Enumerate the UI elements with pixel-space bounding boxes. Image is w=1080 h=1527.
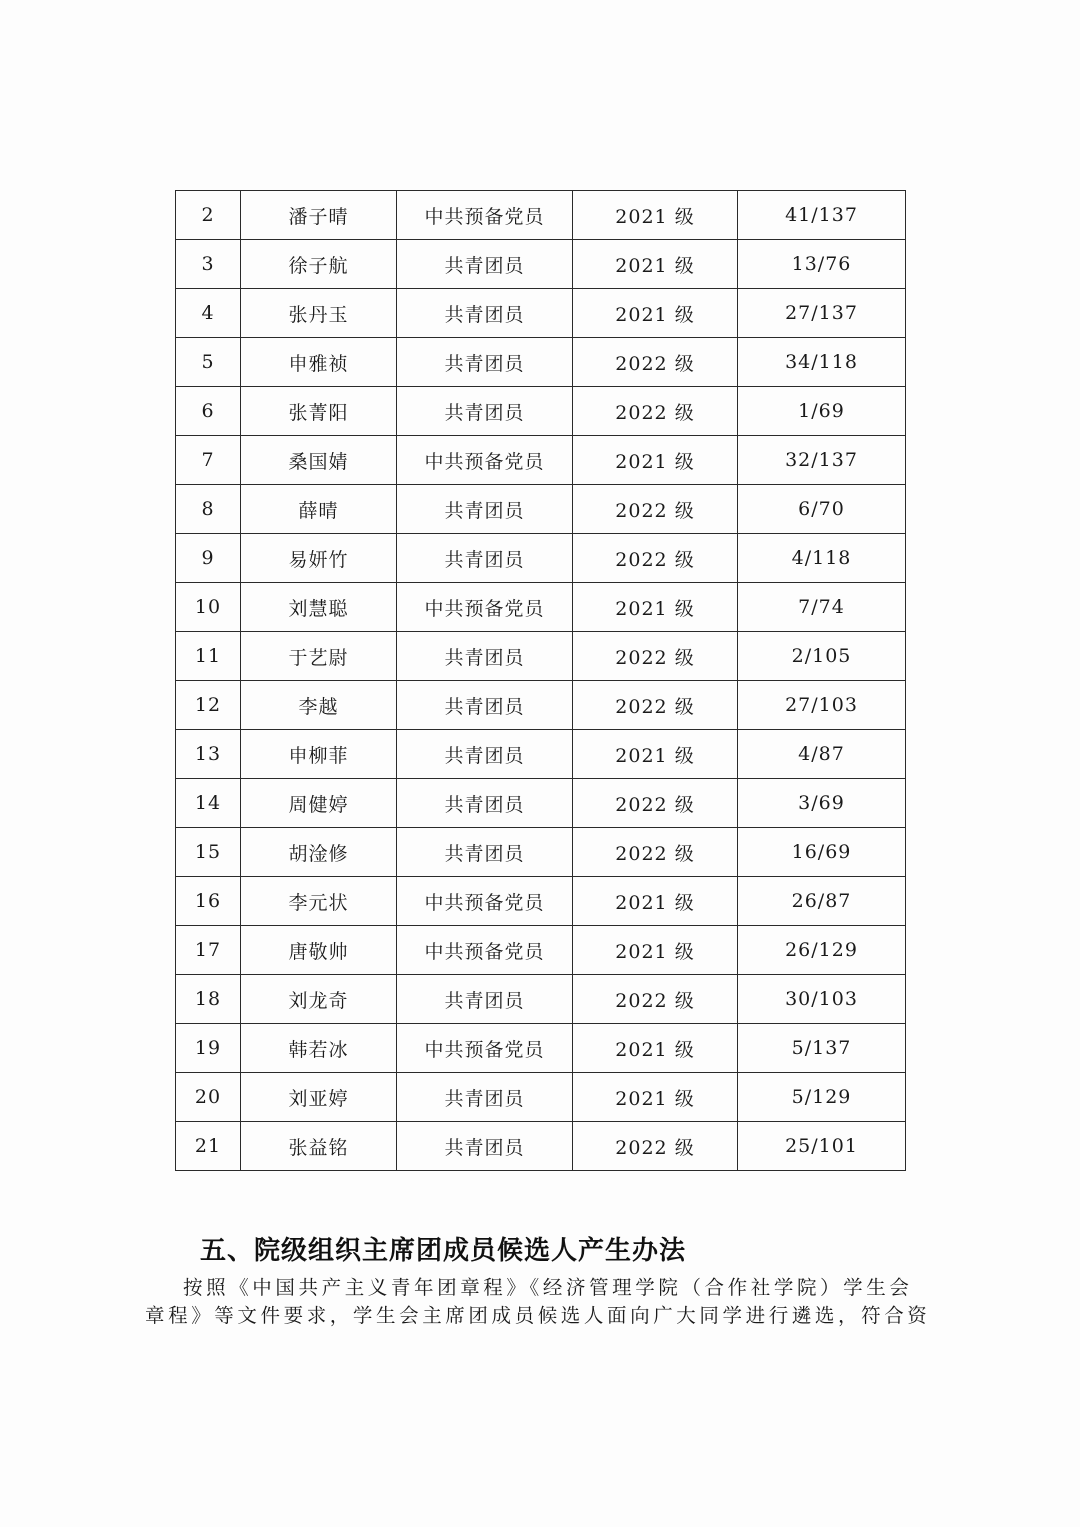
table-row <box>176 632 906 681</box>
cell-rank: 2/105 <box>738 632 906 681</box>
cell-political-status: 共青团员 <box>397 779 573 828</box>
cell-political-status: 中共预备党员 <box>397 583 573 632</box>
cell-number: 6 <box>176 387 241 436</box>
cell-rank: 6/70 <box>738 485 906 534</box>
cell-number: 18 <box>176 975 241 1024</box>
cell-name: 韩若冰 <box>241 1024 397 1073</box>
cell-number: 7 <box>176 436 241 485</box>
cell-grade: 2021 级 <box>573 730 738 779</box>
cell-number: 12 <box>176 681 241 730</box>
cell-rank: 30/103 <box>738 975 906 1024</box>
cell-number: 8 <box>176 485 241 534</box>
cell-name: 唐敬帅 <box>241 926 397 975</box>
cell-grade: 2021 级 <box>573 1073 738 1122</box>
cell-grade: 2021 级 <box>573 240 738 289</box>
cell-political-status: 共青团员 <box>397 632 573 681</box>
table-row <box>176 779 906 828</box>
cell-rank: 1/69 <box>738 387 906 436</box>
cell-grade: 2022 级 <box>573 485 738 534</box>
cell-grade: 2022 级 <box>573 338 738 387</box>
cell-rank: 13/76 <box>738 240 906 289</box>
cell-grade: 2021 级 <box>573 583 738 632</box>
cell-political-status: 共青团员 <box>397 534 573 583</box>
cell-grade: 2022 级 <box>573 387 738 436</box>
cell-rank: 5/129 <box>738 1073 906 1122</box>
cell-political-status: 中共预备党员 <box>397 1024 573 1073</box>
cell-political-status: 共青团员 <box>397 338 573 387</box>
cell-grade: 2022 级 <box>573 828 738 877</box>
cell-grade: 2021 级 <box>573 289 738 338</box>
cell-number: 11 <box>176 632 241 681</box>
cell-number: 21 <box>176 1122 241 1171</box>
cell-grade: 2021 级 <box>573 877 738 926</box>
cell-name: 刘龙奇 <box>241 975 397 1024</box>
table-row <box>176 387 906 436</box>
table-row <box>176 485 906 534</box>
cell-name: 桑国婧 <box>241 436 397 485</box>
cell-political-status: 共青团员 <box>397 387 573 436</box>
cell-political-status: 共青团员 <box>397 485 573 534</box>
table-row <box>176 583 906 632</box>
cell-political-status: 中共预备党员 <box>397 926 573 975</box>
cell-name: 刘亚婷 <box>241 1073 397 1122</box>
table-row <box>176 681 906 730</box>
cell-rank: 3/69 <box>738 779 906 828</box>
cell-number: 5 <box>176 338 241 387</box>
table-row <box>176 975 906 1024</box>
cell-number: 13 <box>176 730 241 779</box>
table-row <box>176 534 906 583</box>
cell-grade: 2022 级 <box>573 1122 738 1171</box>
cell-political-status: 中共预备党员 <box>397 877 573 926</box>
cell-name: 李元状 <box>241 877 397 926</box>
cell-political-status: 共青团员 <box>397 681 573 730</box>
cell-political-status: 共青团员 <box>397 1073 573 1122</box>
cell-number: 20 <box>176 1073 241 1122</box>
cell-rank: 41/137 <box>738 191 906 240</box>
table-row <box>176 191 906 240</box>
cell-grade: 2022 级 <box>573 534 738 583</box>
table-row <box>176 828 906 877</box>
cell-political-status: 共青团员 <box>397 1122 573 1171</box>
cell-grade: 2021 级 <box>573 191 738 240</box>
cell-rank: 34/118 <box>738 338 906 387</box>
cell-number: 2 <box>176 191 241 240</box>
cell-political-status: 中共预备党员 <box>397 191 573 240</box>
table-row <box>176 877 906 926</box>
cell-grade: 2021 级 <box>573 1024 738 1073</box>
cell-rank: 27/103 <box>738 681 906 730</box>
cell-grade: 2022 级 <box>573 681 738 730</box>
cell-name: 张益铭 <box>241 1122 397 1171</box>
cell-rank: 4/87 <box>738 730 906 779</box>
cell-number: 4 <box>176 289 241 338</box>
table-row <box>176 240 906 289</box>
cell-political-status: 共青团员 <box>397 240 573 289</box>
cell-number: 19 <box>176 1024 241 1073</box>
cell-political-status: 中共预备党员 <box>397 436 573 485</box>
table-row <box>176 436 906 485</box>
cell-number: 16 <box>176 877 241 926</box>
cell-number: 9 <box>176 534 241 583</box>
cell-grade: 2022 级 <box>573 975 738 1024</box>
cell-number: 10 <box>176 583 241 632</box>
cell-number: 15 <box>176 828 241 877</box>
cell-political-status: 共青团员 <box>397 289 573 338</box>
section-heading: 五、院级组织主席团成员候选人产生办法 <box>200 1236 687 1266</box>
cell-name: 申雅祯 <box>241 338 397 387</box>
cell-name: 易妍竹 <box>241 534 397 583</box>
cell-political-status: 共青团员 <box>397 730 573 779</box>
table-row <box>176 926 906 975</box>
table-row <box>176 289 906 338</box>
cell-number: 14 <box>176 779 241 828</box>
cell-rank: 26/129 <box>738 926 906 975</box>
cell-political-status: 共青团员 <box>397 828 573 877</box>
cell-grade: 2021 级 <box>573 436 738 485</box>
cell-name: 李越 <box>241 681 397 730</box>
cell-name: 徐子航 <box>241 240 397 289</box>
cell-rank: 27/137 <box>738 289 906 338</box>
table-row <box>176 1024 906 1073</box>
cell-name: 薛晴 <box>241 485 397 534</box>
cell-name: 刘慧聪 <box>241 583 397 632</box>
cell-rank: 16/69 <box>738 828 906 877</box>
cell-political-status: 共青团员 <box>397 975 573 1024</box>
cell-rank: 5/137 <box>738 1024 906 1073</box>
candidate-table-body <box>176 191 906 1171</box>
cell-name: 周健婷 <box>241 779 397 828</box>
cell-grade: 2022 级 <box>573 632 738 681</box>
table-row <box>176 730 906 779</box>
cell-name: 张丹玉 <box>241 289 397 338</box>
cell-name: 于艺尉 <box>241 632 397 681</box>
table-row <box>176 1122 906 1171</box>
cell-number: 3 <box>176 240 241 289</box>
paragraph-line: 按照《中国共产主义青年团章程》《经济管理学院（合作社学院）学生会 <box>183 1276 913 1299</box>
table-row <box>176 338 906 387</box>
cell-grade: 2021 级 <box>573 926 738 975</box>
cell-rank: 25/101 <box>738 1122 906 1171</box>
cell-name: 申柳菲 <box>241 730 397 779</box>
cell-name: 张菁阳 <box>241 387 397 436</box>
table-row <box>176 1073 906 1122</box>
cell-rank: 7/74 <box>738 583 906 632</box>
cell-grade: 2022 级 <box>573 779 738 828</box>
cell-rank: 26/87 <box>738 877 906 926</box>
cell-name: 胡淦修 <box>241 828 397 877</box>
candidate-table <box>175 190 906 1171</box>
cell-rank: 32/137 <box>738 436 906 485</box>
cell-name: 潘子晴 <box>241 191 397 240</box>
cell-rank: 4/118 <box>738 534 906 583</box>
paragraph-line: 章程》等文件要求，学生会主席团成员候选人面向广大同学进行遴选，符合资 <box>145 1304 931 1327</box>
cell-number: 17 <box>176 926 241 975</box>
